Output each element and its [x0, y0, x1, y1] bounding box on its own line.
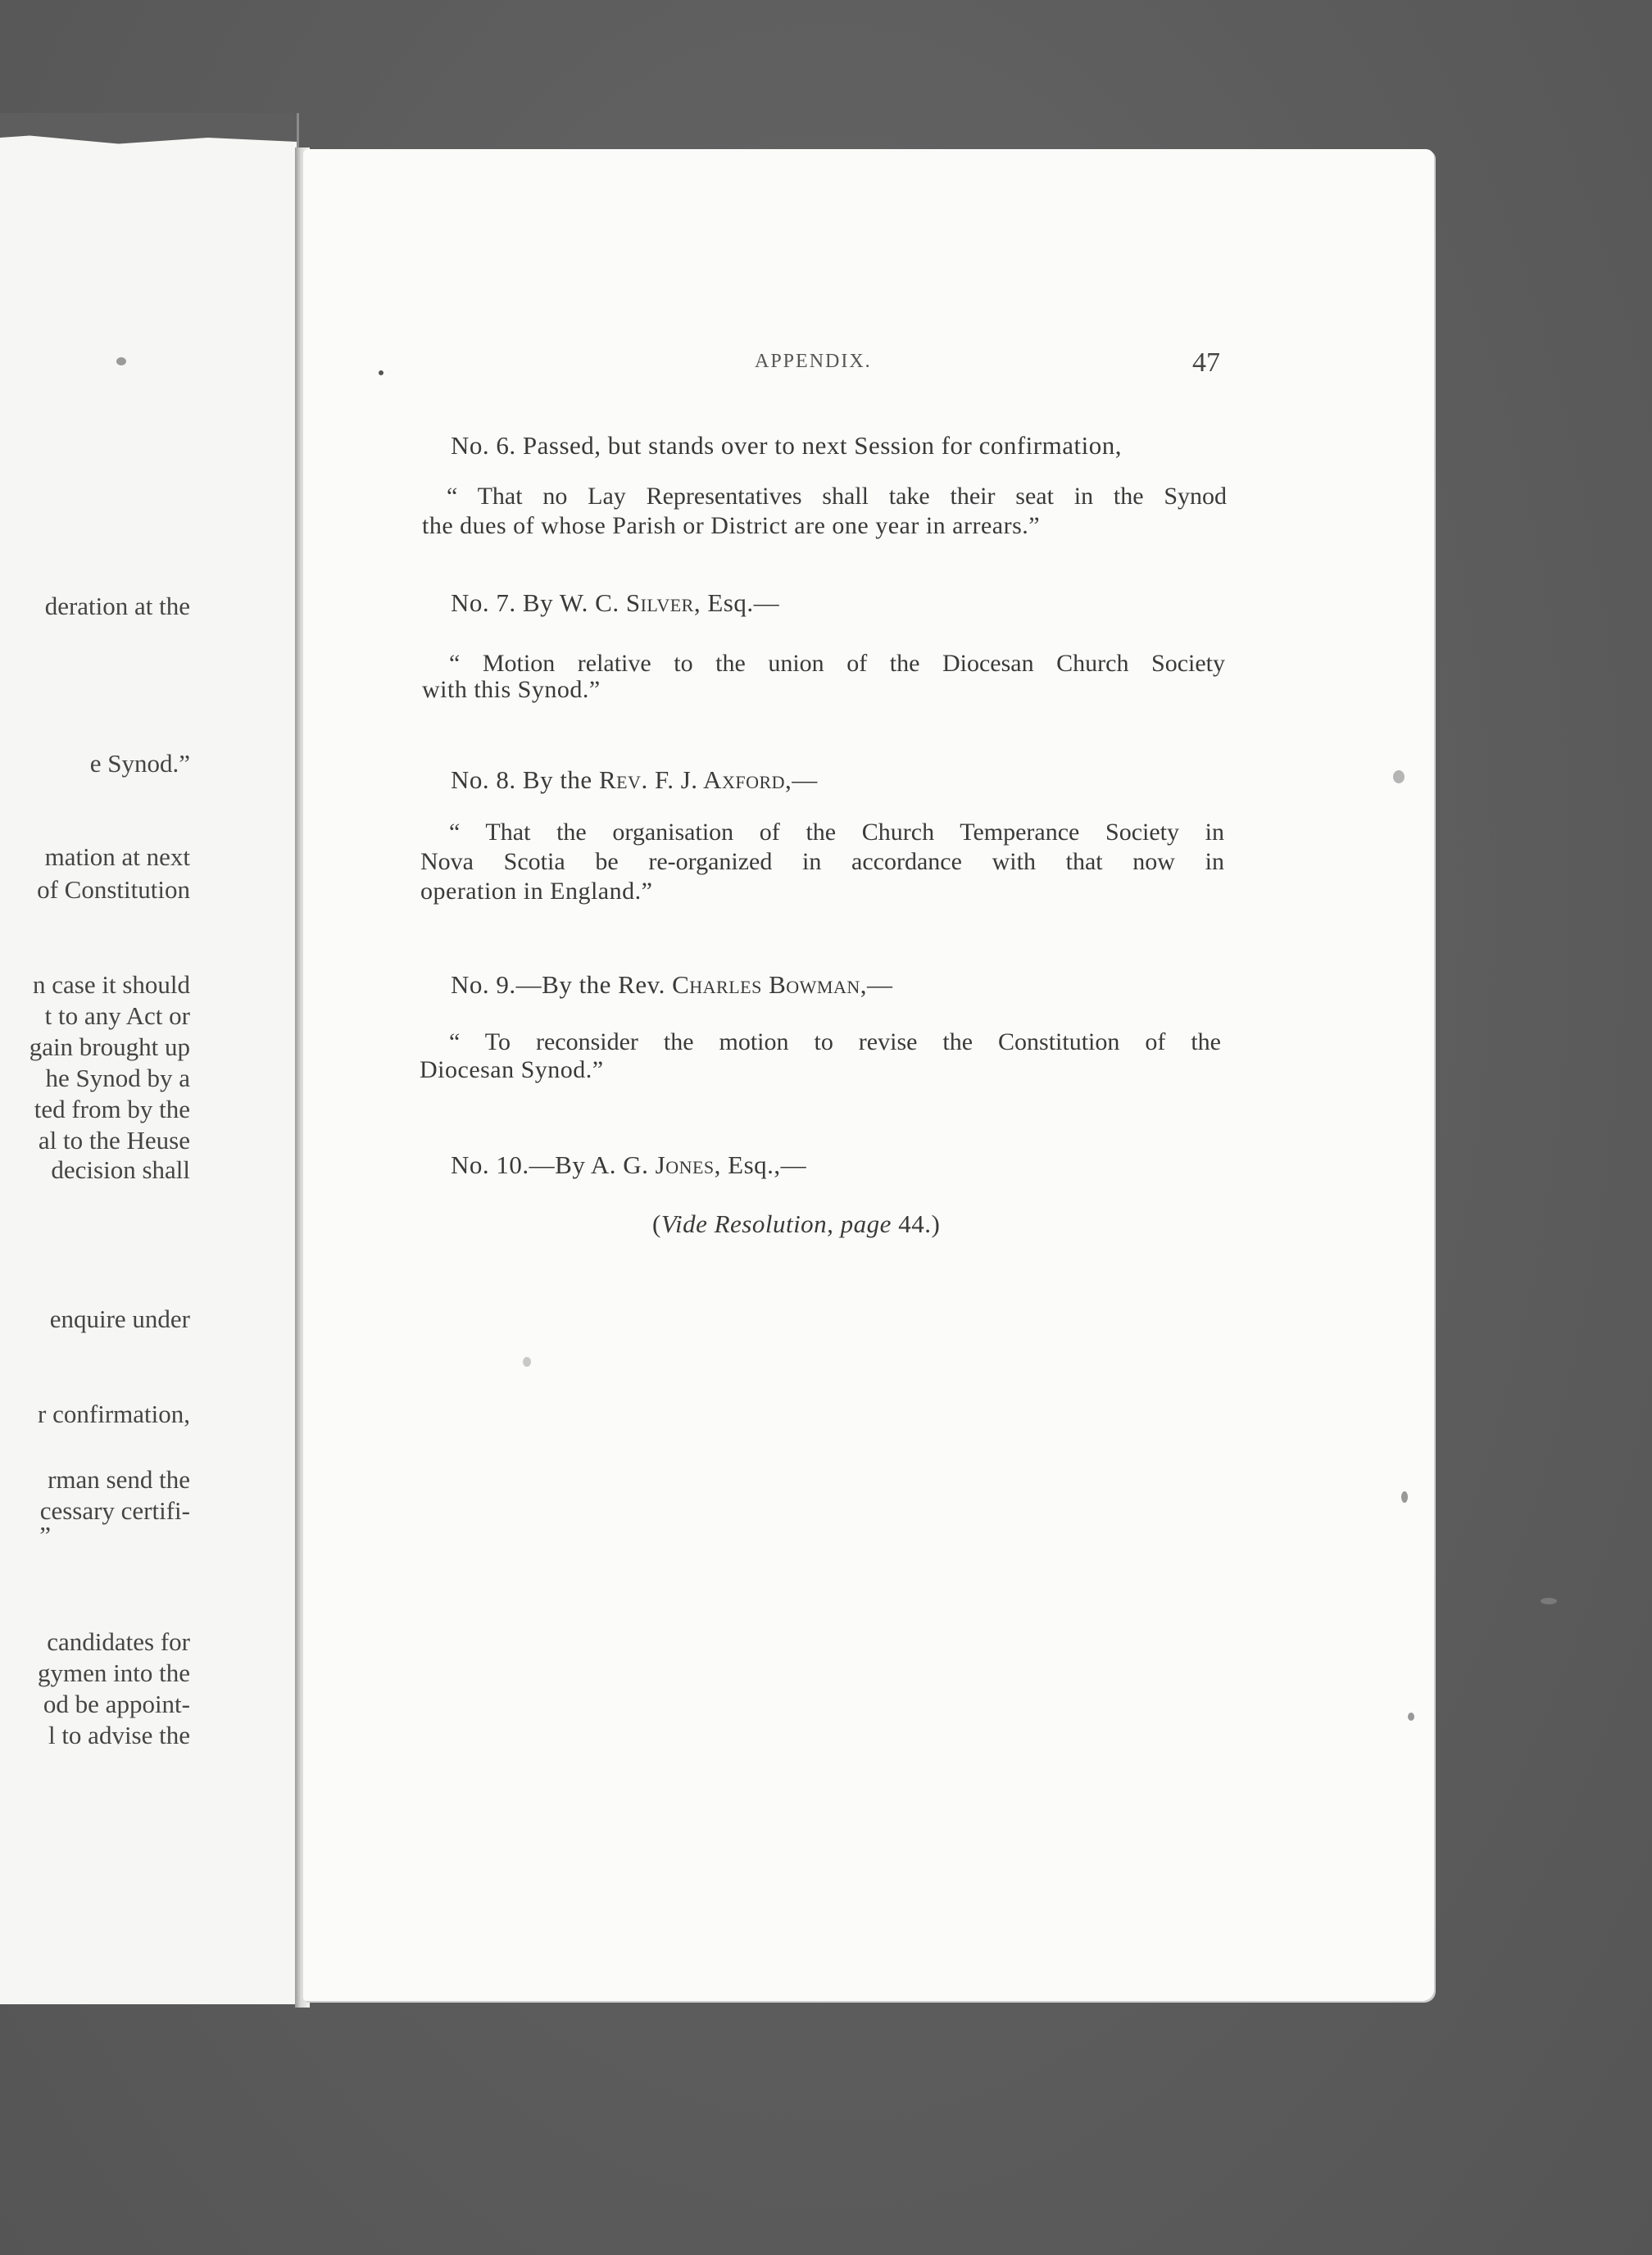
- item-10-heading-prefix: No. 10.—By A. G.: [451, 1150, 656, 1179]
- item-7-body-line-2: with this Synod.”: [422, 676, 601, 703]
- left-facing-page: [0, 113, 299, 2004]
- left-text-fragment: al to the Heuse: [38, 1126, 190, 1155]
- left-text-fragment: l to advise the: [48, 1721, 190, 1749]
- left-text-fragment: candidates for: [47, 1627, 190, 1656]
- item-6-body-line-2: the dues of whose Parish or District are one year in arrears.”: [422, 512, 1041, 539]
- left-text-fragment: decision shall: [51, 1155, 190, 1184]
- item-8-heading-suffix: ,—: [785, 765, 818, 794]
- page-number: 47: [1192, 347, 1220, 378]
- item-6-heading: No. 6. Passed, but stands over to next Session for confirmation,: [451, 431, 1122, 460]
- item-10-heading: [451, 1150, 806, 1180]
- item-7-body-line-1: “ Motion relative to the union of the Diocesan Church Society: [449, 650, 1225, 677]
- item-9-heading-suffix: ,—: [860, 970, 893, 999]
- item-8-body-line-3: operation in England.”: [420, 878, 653, 905]
- item-10-resolution-note: [652, 1209, 940, 1239]
- scan-speck: [1541, 1598, 1557, 1604]
- item-8-heading-name: Rev. F. J. Axford: [598, 765, 786, 794]
- item-9-heading: [451, 970, 893, 1000]
- scan-speck: [116, 357, 126, 365]
- item-7-heading-prefix: No. 7. By W. C.: [451, 588, 626, 617]
- scan-speck: [1408, 1713, 1414, 1721]
- item-8-body-line-2: Nova Scotia be re-organized in accordance with that now in: [420, 848, 1224, 875]
- item-7-heading-suffix: , Esq.—: [693, 588, 780, 617]
- scan-speck: [379, 370, 384, 375]
- left-text-fragment: deration at the: [44, 592, 190, 620]
- item-10-heading-name: Jones: [655, 1150, 715, 1179]
- left-text-fragment: ted from by the: [34, 1095, 190, 1123]
- left-text-fragment: e Synod.”: [89, 749, 190, 778]
- left-text-fragment: gain brought up: [29, 1032, 190, 1061]
- left-text-fragment: n case it should: [33, 970, 190, 999]
- item-8-heading-prefix: No. 8. By the: [451, 765, 599, 794]
- left-text-fragment: cessary certifi-: [39, 1496, 190, 1525]
- item-7-heading: [451, 588, 779, 618]
- item-8-heading: [451, 765, 818, 795]
- item-8-body-line-1: “ That the organisation of the Church Temperance Society in: [449, 819, 1224, 846]
- item-6-body-line-1: “ That no Lay Representatives shall take their seat in the Synod: [447, 483, 1227, 510]
- item-9-heading-name: Charles Bowman: [672, 970, 860, 999]
- note-open-paren: (: [652, 1209, 661, 1238]
- left-text-fragment: gymen into the: [38, 1658, 190, 1687]
- item-7-heading-name: Silver: [625, 588, 694, 617]
- item-10-heading-suffix: , Esq.,—: [714, 1150, 807, 1179]
- note-italic-text: Vide Resolution, page: [660, 1209, 892, 1238]
- scan-speck: [523, 1357, 531, 1367]
- item-9-heading-prefix: No. 9.—By the Rev.: [451, 970, 673, 999]
- item-9-body-line-1: “ To reconsider the motion to revise the Constitution of the: [449, 1028, 1221, 1055]
- left-text-fragment: od be appoint-: [43, 1690, 190, 1718]
- left-text-fragment: enquire under: [49, 1304, 190, 1333]
- left-page-text-column: [0, 113, 190, 1998]
- scan-speck: [1401, 1491, 1408, 1503]
- left-text-fragment: ”: [39, 1521, 51, 1549]
- note-page-ref: 44.): [891, 1209, 941, 1238]
- item-9-body-line-2: Diocesan Synod.”: [420, 1056, 604, 1083]
- left-text-fragment: t to any Act or: [44, 1001, 190, 1030]
- left-text-fragment: of Constitution: [37, 875, 190, 904]
- left-text-fragment: rman send the: [48, 1465, 190, 1494]
- scan-speck: [1393, 770, 1405, 783]
- left-text-fragment: r confirmation,: [38, 1400, 190, 1428]
- running-head: APPENDIX.: [755, 351, 872, 372]
- left-text-fragment: mation at next: [44, 842, 190, 871]
- left-text-fragment: he Synod by a: [45, 1064, 190, 1092]
